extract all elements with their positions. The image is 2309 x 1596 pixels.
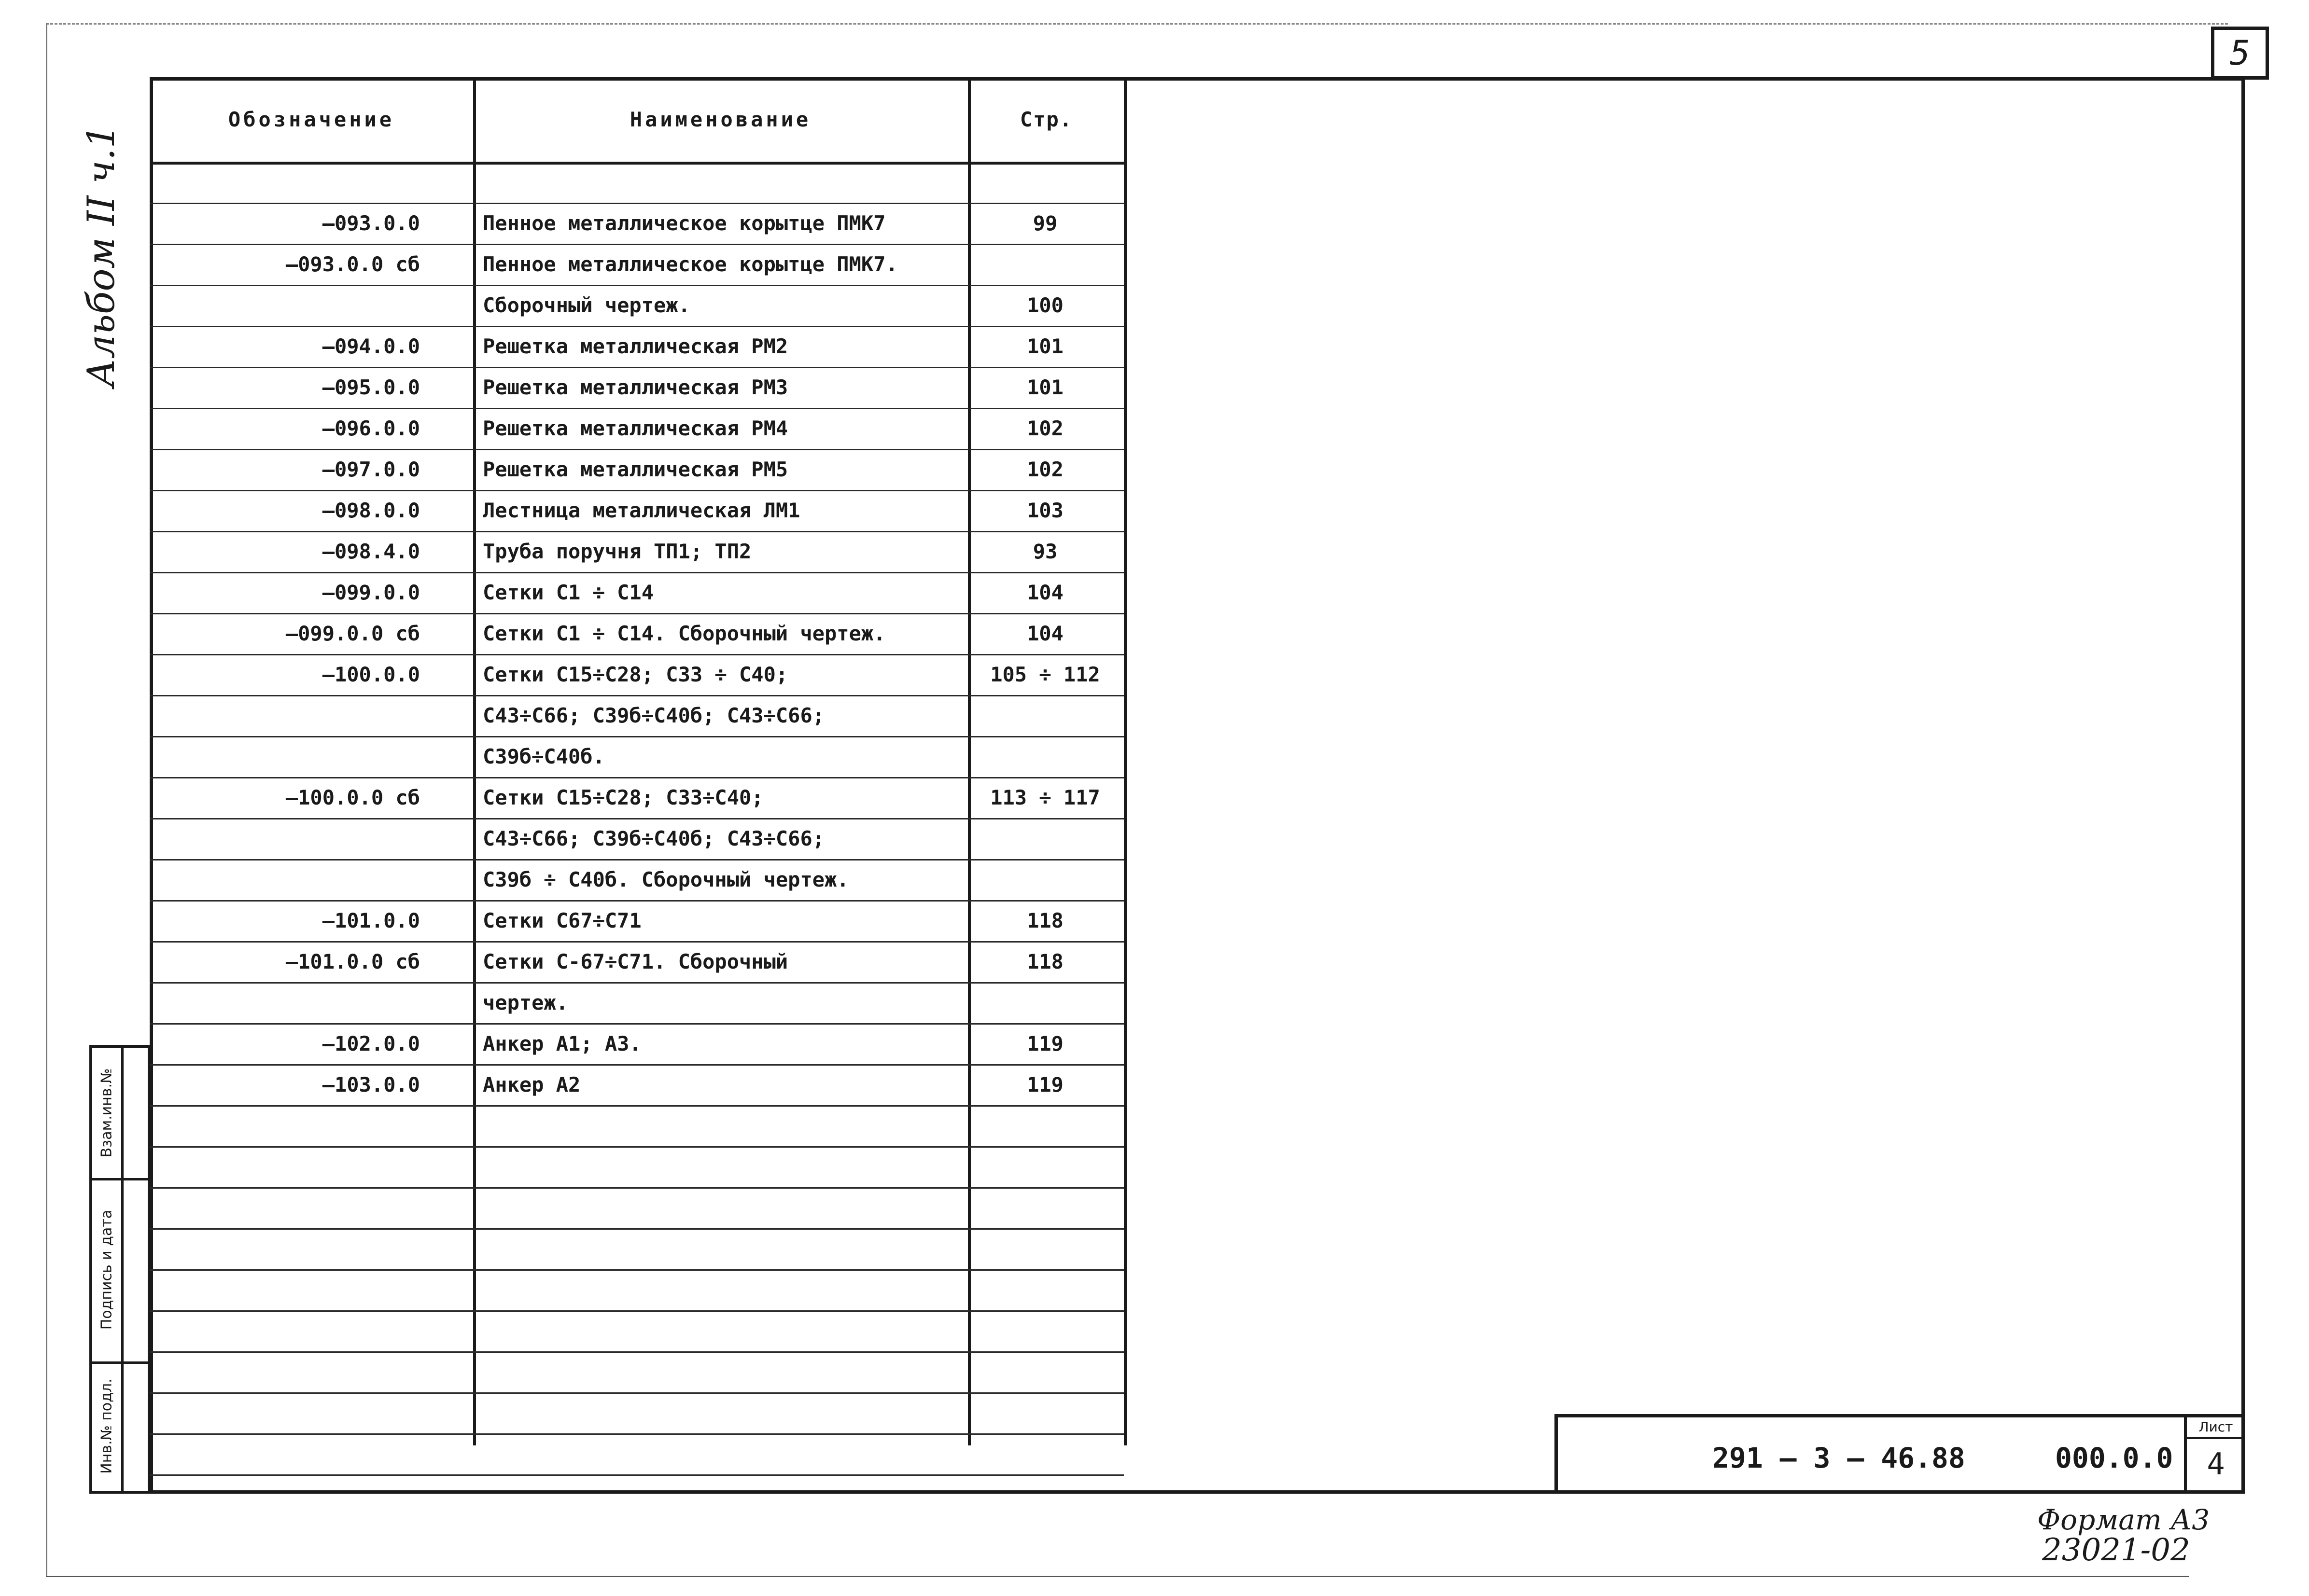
cell-page: 101 (1027, 334, 1064, 358)
cell-name: Пенное металлическое корытце ПМК7. (483, 252, 898, 276)
cell-designation: –098.0.0 (322, 499, 420, 522)
cell-name: Решетка металлическая РМ3 (483, 375, 788, 399)
cell-page: 104 (1027, 581, 1064, 604)
cell-page: 101 (1027, 375, 1064, 399)
cell-designation (150, 285, 420, 326)
row-divider (150, 1187, 1124, 1189)
cell-designation: –098.4.0 (322, 540, 420, 563)
cell-page: 119 (1027, 1032, 1064, 1055)
cell-page: 118 (1027, 909, 1064, 932)
cell-page: 99 (1033, 211, 1058, 235)
cell-name: Пенное металлическое корытце ПМК7 (483, 211, 886, 235)
cell-designation: –093.0.0 сб (285, 252, 420, 276)
cell-page: 93 (1033, 540, 1058, 563)
cell-name: Сетки С1 ÷ С14. Сборочный чертеж. (483, 622, 886, 645)
cell-page (968, 244, 1122, 285)
cell-page (968, 695, 1122, 736)
cell-designation (150, 859, 420, 900)
cell-name: С39б ÷ С40б. Сборочный чертеж. (483, 868, 849, 891)
cell-designation: –102.0.0 (322, 1032, 420, 1055)
archive-code: 23021-02 (2042, 1532, 2190, 1568)
cell-designation: –103.0.0 (322, 1073, 420, 1096)
cell-designation: –095.0.0 (322, 375, 420, 399)
cell-designation: –093.0.0 (322, 211, 420, 235)
cell-designation: –096.0.0 (322, 416, 420, 440)
row-divider (150, 1105, 1124, 1107)
header-name: Наименование (630, 108, 812, 131)
cell-designation (150, 695, 420, 736)
sheet-label: Лист (2187, 1417, 2245, 1439)
stamp-cell-signature (92, 1178, 148, 1364)
outer-trim-line-top (46, 23, 2228, 25)
album-label (72, 121, 130, 391)
cell-designation: –099.0.0 сб (285, 622, 420, 645)
cell-name: С43÷С66; С39б÷С40б; С43÷С66; (483, 827, 825, 850)
cell-name: Сетки С1 ÷ С14 (483, 581, 654, 604)
cell-page (968, 982, 1122, 1023)
cell-page (968, 736, 1122, 777)
cell-designation: –100.0.0 (322, 663, 420, 686)
stamp-cell-replacement (92, 1048, 148, 1180)
cell-designation (150, 818, 420, 859)
cell-page (968, 818, 1122, 859)
cell-name: С39б÷С40б. (483, 745, 605, 768)
stamp-label-replacement: Взам.инв.№ (98, 1068, 115, 1158)
cell-designation (150, 736, 420, 777)
stamp-label-signature: Подпись и дата (98, 1209, 115, 1330)
cell-designation: –099.0.0 (322, 581, 420, 604)
cell-designation: –101.0.0 (322, 909, 420, 932)
stamp-label-inventory: Инв.№ подл. (98, 1378, 115, 1474)
sheet-value: 4 (2207, 1446, 2225, 1482)
approval-stamp-strip (89, 1045, 151, 1494)
cell-page: 118 (1027, 950, 1064, 973)
cell-name: Сетки С67÷С71 (483, 909, 642, 932)
cell-name: Решетка металлическая РМ4 (483, 416, 788, 440)
cell-page: 100 (1027, 293, 1064, 317)
row-divider (150, 1228, 1124, 1230)
specification-table (150, 77, 1127, 1445)
cell-name: Лестница металлическая ЛМ1 (483, 499, 800, 522)
cell-name: Решетка металлическая РМ5 (483, 458, 788, 481)
format-label: Формат А3 (2037, 1503, 2210, 1536)
cell-name: С43÷С66; С39б÷С40б; С43÷С66; (483, 704, 825, 727)
outer-trim-line-bottom (46, 1576, 2189, 1577)
cell-designation: –100.0.0 сб (285, 786, 420, 809)
row-divider (150, 1269, 1124, 1271)
cell-page: 102 (1027, 458, 1064, 481)
sheet-box (2184, 1417, 2245, 1494)
cell-designation (150, 982, 420, 1023)
cell-name: Решетка металлическая РМ2 (483, 334, 788, 358)
header-designation: Обозначение (228, 108, 395, 131)
cell-page: 103 (1027, 499, 1064, 522)
row-divider (150, 1433, 1124, 1435)
cell-name: чертеж. (483, 991, 569, 1014)
cell-page (968, 162, 1122, 203)
row-divider (150, 1351, 1124, 1353)
cell-name: Анкер А1; А3. (483, 1032, 642, 1055)
album-label-text: Альбом II ч.1 (80, 124, 123, 388)
cell-designation: –101.0.0 сб (285, 950, 420, 973)
cell-name: Сетки С-67÷С71. Сборочный (483, 950, 788, 973)
header-page: Стр. (1020, 108, 1073, 131)
cell-name: Анкер А2 (483, 1073, 581, 1096)
cell-page: 119 (1027, 1073, 1064, 1096)
cell-name: Сетки С15÷С28; С33÷С40; (483, 786, 764, 809)
row-divider (150, 1146, 1124, 1148)
stamp-cell-inventory (92, 1361, 148, 1491)
cell-page: 105 ÷ 112 (990, 663, 1100, 686)
cell-page: 104 (1027, 622, 1064, 645)
row-divider (150, 1474, 1124, 1476)
cell-name: Сетки С15÷С28; С33 ÷ С40; (483, 663, 788, 686)
document-code: 000.0.0 (2055, 1442, 2173, 1474)
cell-designation (150, 162, 420, 203)
row-divider (150, 1392, 1124, 1394)
document-number: 291 – 3 – 46.88 (1712, 1442, 1965, 1474)
cell-name: Сборочный чертеж. (483, 293, 690, 317)
cell-page: 113 ÷ 117 (990, 786, 1100, 809)
row-divider (150, 1310, 1124, 1312)
cell-name: Труба поручня ТП1; ТП2 (483, 540, 752, 563)
column-divider (473, 77, 476, 1445)
cell-designation: –094.0.0 (322, 334, 420, 358)
cell-page: 102 (1027, 416, 1064, 440)
cell-designation: –097.0.0 (322, 458, 420, 481)
outer-trim-line-left (46, 23, 47, 1576)
cell-page (968, 859, 1122, 900)
sheet-number-top: 5 (2211, 27, 2269, 80)
title-block (1554, 1414, 2245, 1494)
